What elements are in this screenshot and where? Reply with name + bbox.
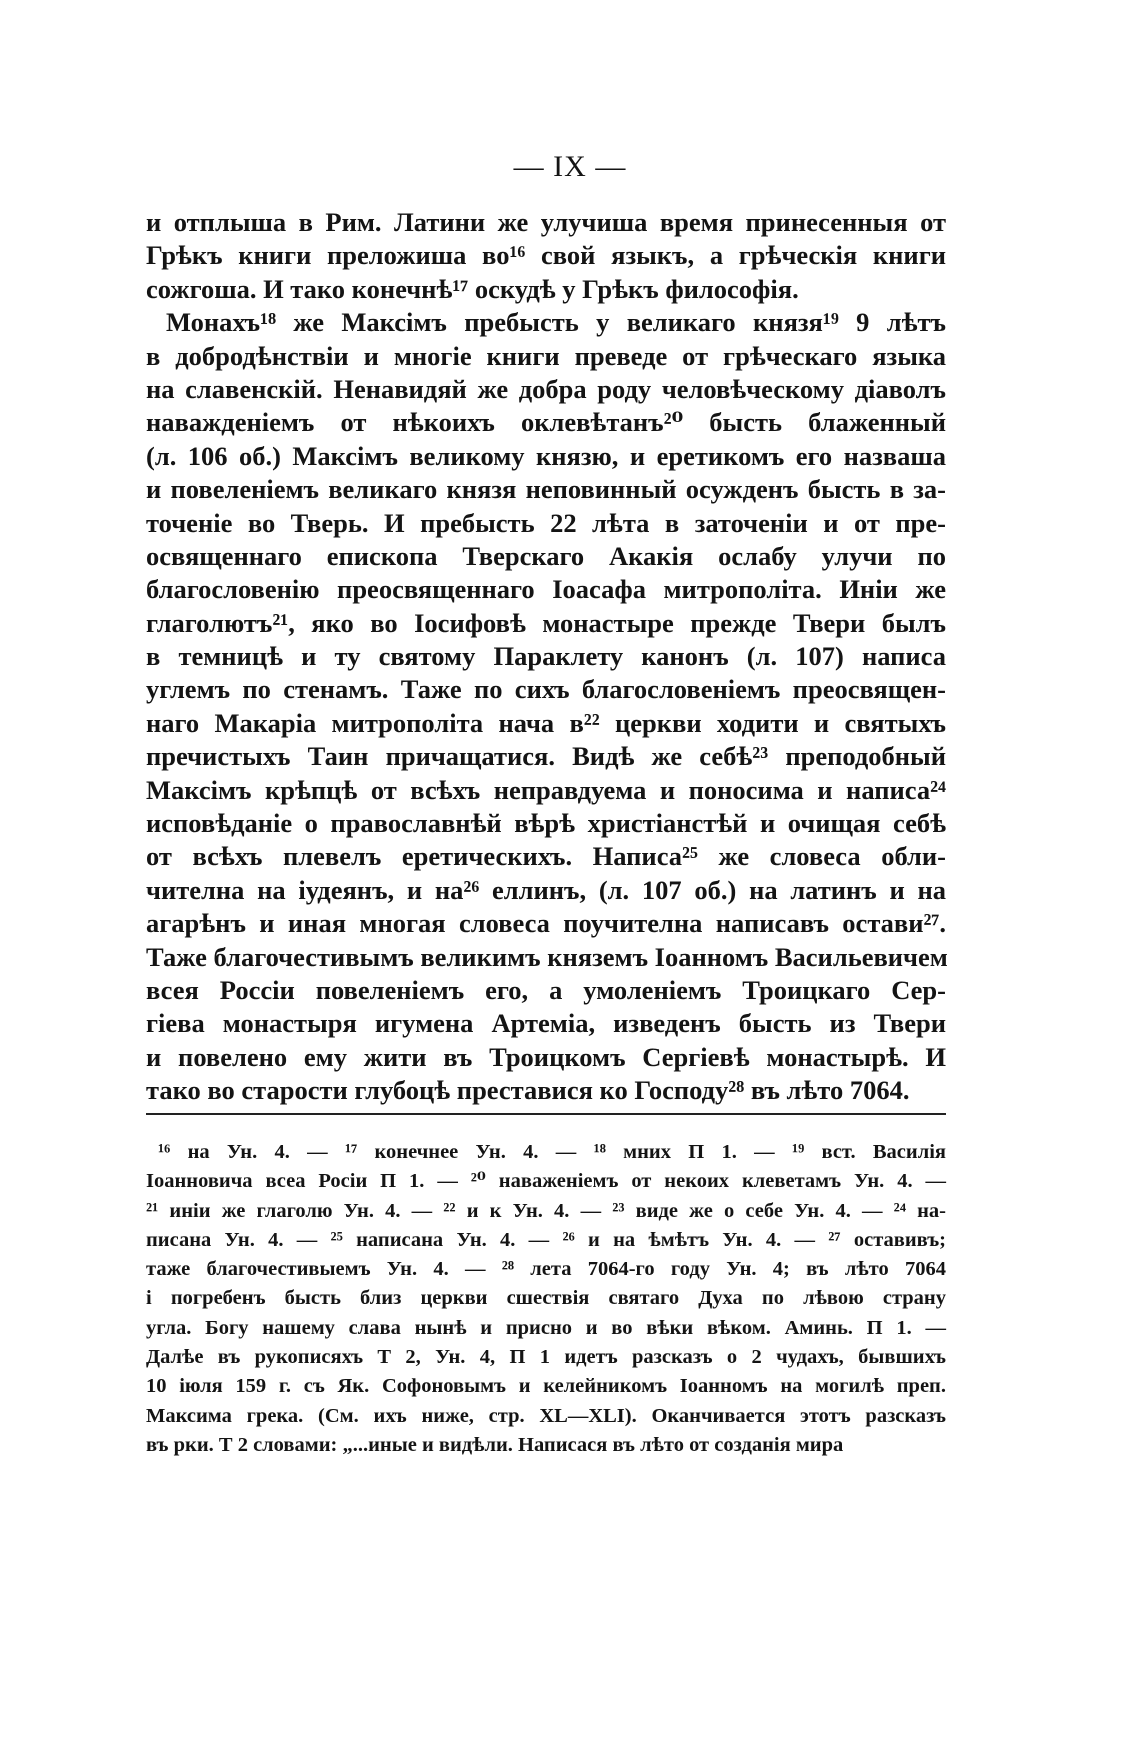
text-line: наго Макаріа митрополіта нача в²² церкви ходити и святыхъ (146, 707, 946, 738)
text-line: всея Россіи повеленіемъ его, а умоленіемъ Троицкаго Сер- (146, 974, 946, 1005)
footnote-line: угла. Богу нашему слава нынѣ и присно и во вѣки вѣком. Аминь. П 1. — (146, 1316, 946, 1339)
text-line: точеніе во Тверь. И пребысть 22 лѣта в заточеніи и от пре- (146, 507, 946, 538)
text-line: в добродѣнствіи и многіе книги преведе от грѣческаго языка (146, 340, 946, 371)
text-line: тако во старости глубоцѣ преставися ко Господу²⁸ въ лѣто 7064. (146, 1075, 910, 1106)
footnote-line: писана Ун. 4. — ²⁵ написана Ун. 4. — ²⁶ и на ѣмѣтъ Ун. 4. — ²⁷ оставивъ; (146, 1228, 946, 1251)
text-line: от всѣхъ плевелъ еретическихъ. Написа²⁵ же словеса обли- (146, 841, 946, 872)
footnote-line: въ рки. Т 2 словами: „...иные и видѣли. Написася въ лѣто от созданія мира (146, 1433, 844, 1456)
footnote-line: Іоанновича всеа Росіи П 1. — ²⁰ наваженіемъ от некоих клеветамъ Ун. 4. — (146, 1170, 946, 1193)
page-number: — IX — (513, 150, 627, 183)
text-line: и повеленіемъ великаго князя неповинный осужденъ бысть в за- (146, 474, 946, 505)
text-line: освященнаго епископа Тверскаго Акакія ослабу улучи по (146, 540, 946, 571)
text-line: глаголютъ²¹, яко во Іосифовѣ монастыре прежде Твери былъ (146, 607, 946, 638)
text-line: на славенскій. Ненавидяй же добра роду человѣческому діаволъ (146, 373, 946, 404)
text-line: Максімъ крѣпцѣ от всѣхъ неправдуема и поносима и написа²⁴ (146, 774, 946, 805)
footnote-line: таже благочестивыемъ Ун. 4. — ²⁸ лета 7064-го году Ун. 4; въ лѣто 7064 (146, 1258, 946, 1281)
text-line: агарѣнъ и иная многая словеса поучителна написавъ остави²⁷. (146, 908, 946, 939)
main-text (146, 206, 946, 1108)
text-line: Монахъ¹⁸ же Максімъ пребысть у великаго князя¹⁹ 9 лѣтъ (166, 307, 946, 338)
text-line: гіева монастыря игумена Артеміа, изведенъ бысть из Твери (146, 1008, 946, 1039)
footnote-divider (146, 1113, 946, 1115)
footnotes (146, 1138, 946, 1460)
text-line: Грѣкъ книги преложиша во¹⁶ свой языкъ, а грѣческія книги (146, 240, 946, 271)
footnote-line: ¹⁶ на Ун. 4. — ¹⁷ конечнее Ун. 4. — ¹⁸ мних П 1. — ¹⁹ вст. Василія (158, 1141, 946, 1163)
footnote-line: 10 іюля 159 г. съ Як. Софоновымъ и келейникомъ Іоанномъ на могилѣ преп. (146, 1375, 946, 1398)
footnote-line: і погребенъ бысть близ церкви сшествія святаго Духа по лѣвою страну (146, 1287, 946, 1310)
footnote-line: Максима грека. (См. ихъ ниже, стр. XL—XLI). Оканчивается этотъ разсказъ (146, 1404, 946, 1427)
text-line: пречистыхъ Таин причащатися. Видѣ же себѣ²³ преподобный (146, 741, 946, 772)
text-line: благословенію преосвященнаго Іоасафа митрополіта. Иніи же (146, 574, 946, 605)
text-line: чителна на іудеянъ, и на²⁶ еллинъ, (л. 107 об.) на латинъ и на (146, 874, 946, 905)
text-line: сожгоша. И тако конечнѣ¹⁷ оскудѣ у Грѣкъ философія. (146, 273, 799, 304)
text-line: (л. 106 об.) Максімъ великому князю, и еретикомъ его назваша (146, 440, 946, 471)
text-line: и повелено ему жити въ Троицкомъ Сергіевѣ монастырѣ. И (146, 1041, 946, 1072)
text-line: наважденіемъ от нѣкоихъ оклевѣтанъ²⁰ бысть блаженный (146, 407, 946, 438)
text-line: Таже благочестивымъ великимъ княземъ Іоанномъ Васильевичем (146, 941, 948, 972)
text-line: в темницѣ и ту святому Параклету канонъ (л. 107) написа (146, 641, 946, 672)
text-line: углемъ по стенамъ. Таже по сихъ благословеніемъ преосвящен- (146, 674, 946, 705)
text-line: исповѣданіе о православнѣй вѣрѣ христіанстѣй и очищая себѣ (146, 808, 946, 839)
footnote-line: ²¹ иніи же глаголю Ун. 4. — ²² и к Ун. 4. — ²³ виде же о себе Ун. 4. — ²⁴ на- (146, 1199, 946, 1222)
text-line: и отплыша в Рим. Латини же улучиша время принесенныя от (146, 207, 946, 237)
footnote-line: Далѣе въ рукописяхъ Т 2, Ун. 4, П 1 идетъ разсказъ о 2 чудахъ, бывшихъ (146, 1346, 946, 1369)
